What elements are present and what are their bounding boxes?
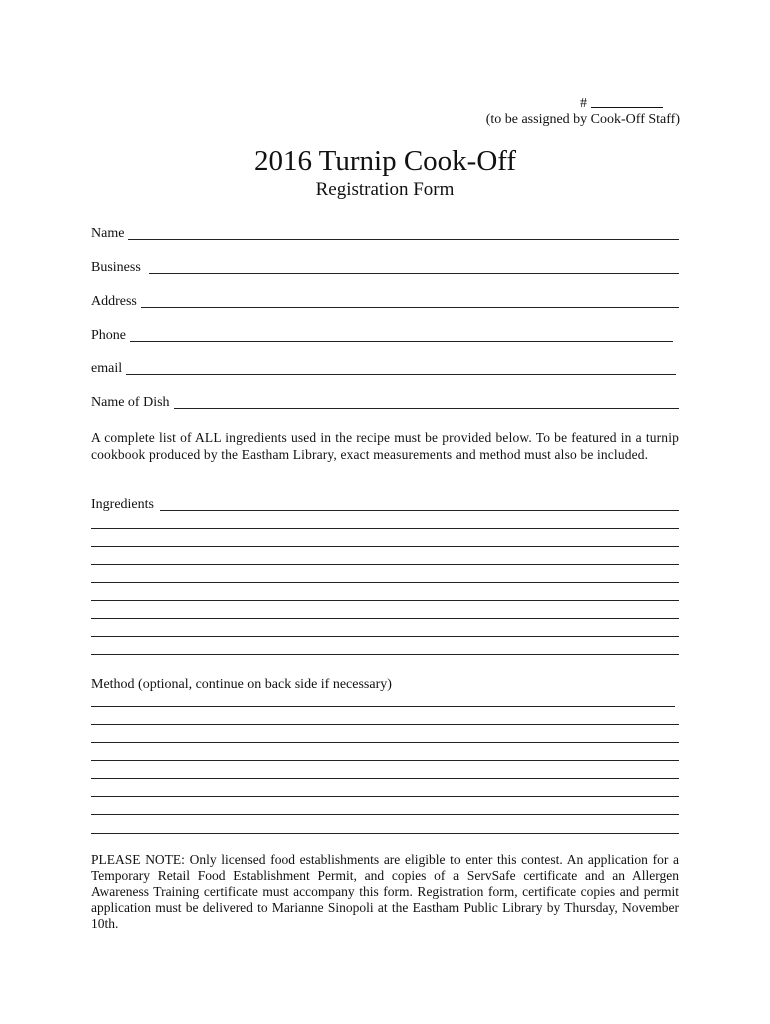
- method-label: Method (optional, continue on back side if necessary): [91, 677, 392, 692]
- method-line-5[interactable]: [91, 778, 679, 779]
- ingredients-line-6[interactable]: [91, 600, 679, 601]
- phone-field: [91, 328, 673, 344]
- page-subtitle: Registration Form: [315, 179, 455, 200]
- method-line-6[interactable]: [91, 796, 679, 797]
- ingredients-line-4[interactable]: [91, 564, 679, 565]
- business-field: [91, 260, 679, 276]
- method-field: [91, 677, 679, 693]
- dish-input-line[interactable]: [174, 396, 679, 409]
- method-line-4[interactable]: [91, 760, 679, 761]
- email-field: [91, 361, 676, 377]
- name-field: [91, 226, 679, 242]
- ingredients-line-2[interactable]: [91, 528, 679, 529]
- entry-number-blank[interactable]: [591, 95, 663, 108]
- ingredients-line-3[interactable]: [91, 546, 679, 547]
- business-input-line[interactable]: [149, 261, 679, 274]
- assigned-note: (to be assigned by Cook-Off Staff): [485, 112, 680, 127]
- please-note-paragraph: PLEASE NOTE: Only licensed food establishments are eligible to enter this contest. An application for a Temporary Retail Food Establishment Permit, and copies of a ServSafe certificate and an Allergen Awareness Training certificate must accompany this form. Registration form, certificate copies and permit application must be delivered to Marianne Sinopoli at the Eastham Public Library by Thursday, November 10th.: [91, 852, 679, 931]
- name-input-line[interactable]: [128, 227, 679, 240]
- address-label: Address: [91, 294, 137, 309]
- entry-number-label: #: [580, 96, 587, 111]
- ingredients-input-line[interactable]: [160, 498, 679, 511]
- phone-label: Phone: [91, 328, 126, 343]
- ingredients-label: Ingredients: [91, 497, 154, 512]
- ingredients-line-7[interactable]: [91, 618, 679, 619]
- email-label: email: [91, 361, 123, 376]
- business-label: Business: [91, 260, 141, 275]
- method-line-1[interactable]: [91, 706, 675, 707]
- name-label: Name: [91, 226, 125, 241]
- ingredients-line-5[interactable]: [91, 582, 679, 583]
- dish-field: [91, 395, 679, 411]
- ingredients-line-8[interactable]: [91, 636, 679, 637]
- address-field: [91, 294, 679, 310]
- ingredients-line-9[interactable]: [91, 654, 679, 655]
- instructions-paragraph: A complete list of ALL ingredients used in the recipe must be provided below. To be featured in a turnip cookbook produced by the Eastham Library, exact measurements and method must also be included.: [91, 430, 679, 462]
- method-line-8[interactable]: [91, 833, 679, 834]
- email-input-line[interactable]: [126, 362, 676, 375]
- dish-label: Name of Dish: [91, 395, 170, 410]
- address-input-line[interactable]: [141, 295, 679, 308]
- method-line-7[interactable]: [91, 814, 679, 815]
- method-line-3[interactable]: [91, 742, 679, 743]
- entry-number-line: [580, 95, 680, 112]
- page-title: 2016 Turnip Cook-Off: [253, 145, 517, 177]
- method-line-2[interactable]: [91, 724, 679, 725]
- phone-input-line[interactable]: [130, 329, 673, 342]
- ingredients-field: [91, 497, 679, 513]
